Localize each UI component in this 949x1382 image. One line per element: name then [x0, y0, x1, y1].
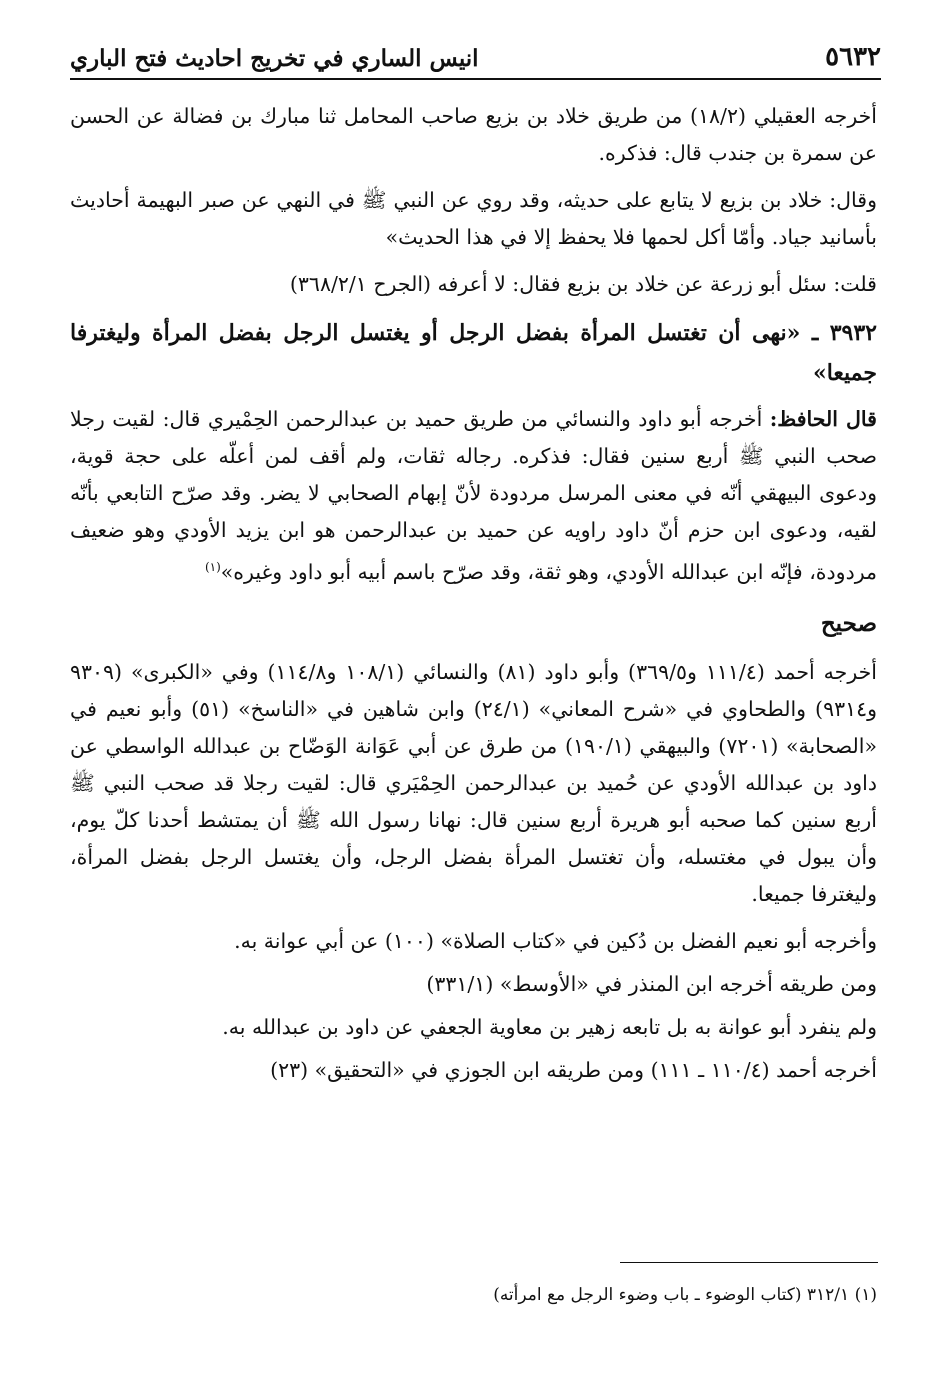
paragraph-2: وقال: خلاد بن بزيع لا يتابع على حديثه، وقد روي عن النبي ﷺ في النهي عن صبر البهيمة أحاديث بأسانيد جياد. وأمّا أكل لحمها فلا يحفظ إلا في هذا الحديث»	[70, 188, 877, 249]
page-header	[70, 38, 881, 80]
page-number: ٥٦٣٢	[825, 42, 881, 72]
hafiz-label: قال الحافظ:	[769, 407, 877, 431]
footnote-ref: (١)	[204, 560, 221, 574]
main-text	[70, 98, 877, 1095]
book-title: انيس الساري في تخريج احاديث فتح الباري	[70, 45, 479, 72]
paragraph-5: وأخرجه أبو نعيم الفضل بن دُكين في «كتاب الصلاة» (١٠٠) عن أبي عوانة به.	[234, 928, 877, 953]
hadith-heading: ٣٩٣٢ ـ «نهى أن تغتسل المرأة بفضل الرجل أو يغتسل الرجل بفضل المرأة وليغترفا جميعا»	[70, 320, 877, 386]
footnote-divider	[620, 1262, 878, 1263]
paragraph-8: أخرجه أحمد (١١٠/٤ ـ ١١١) ومن طريقه ابن الجوزي في «التحقيق» (٢٣)	[270, 1057, 877, 1082]
paragraph-3: قلت: سئل أبو زرعة عن خلاد بن بزيع فقال: لا أعرفه (الجرح ٣٦٨/٢/١)	[289, 272, 877, 296]
hafiz-text: أخرجه أبو داود والنسائي من طريق حميد بن عبدالرحمن الحِمْيري قال: لقيت رجلا صحب النبي ﷺ أربع سنين فقال: فذكره. رجاله ثقات، ولم أقف لمن أعلّه على حجة قوية، ودعوى البيهقي أنّه في معنى المرسل مردودة لأنّ إبهام الصحابي لا يضر. وقد صرّح التابعي بأنّه لقيه، ودعوى ابن حزم أنّ داود راويه عن حميد بن عبدالرحمن هو ابن يزيد الأودي وهو ضعيف مردودة، فإنّه ابن عبدالله الأودي، وهو ثقة، وقد صرّح باسم أبيه أبو داود وغيره»	[70, 407, 877, 584]
verdict-heading: صحيح	[820, 609, 877, 637]
hafiz-paragraph	[70, 401, 877, 591]
footnote: (١) ٣١٢/١ (كتاب الوضوء ـ باب وضوء الرجل مع امرأته)	[493, 1285, 877, 1305]
paragraph-7: ولم ينفرد أبو عوانة به بل تابعه زهير بن معاوية الجعفي عن داود بن عبدالله به.	[222, 1014, 877, 1039]
paragraph-6: ومن طريقه أخرجه ابن المنذر في «الأوسط» (٣٣١/١)	[426, 971, 877, 996]
paragraph-1: أخرجه العقيلي (١٨/٢) من طريق خلاد بن بزيع صاحب المحامل ثنا مبارك بن فضالة عن الحسن عن سمرة بن جندب قال: فذكره.	[70, 104, 877, 165]
paragraph-4: أخرجه أحمد (١١١/٤ و٣٦٩/٥) وأبو داود (٨١) والنسائي (١٠٨/١ و١١٤/٨) وفي «الكبرى» (٩٣٠٩ و٩٣١٤) والطحاوي في «شرح المعاني» (٢٤/١) وابن شاهين في «الناسخ» (٥١) وأبو نعيم في «الصحابة» (٧٢٠١) والبيهقي (١٩٠/١) من طرق عن أبي عَوَانة الوَضّاح بن عبدالله الواسطي عن داود بن عبدالله الأودي عن حُميد بن عبدالرحمن الحِمْيَري قال: لقيت رجلا قد صحب النبي ﷺ أربع سنين كما صحبه أبو هريرة أربع سنين قال: نهانا رسول الله ﷺ أن يمتشط أحدنا كلّ يوم، وأن يبول في مغتسله، وأن تغتسل المرأة بفضل الرجل، وأن يغتسل الرجل بفضل المرأة، وليغترفا جميعا.	[70, 659, 878, 906]
